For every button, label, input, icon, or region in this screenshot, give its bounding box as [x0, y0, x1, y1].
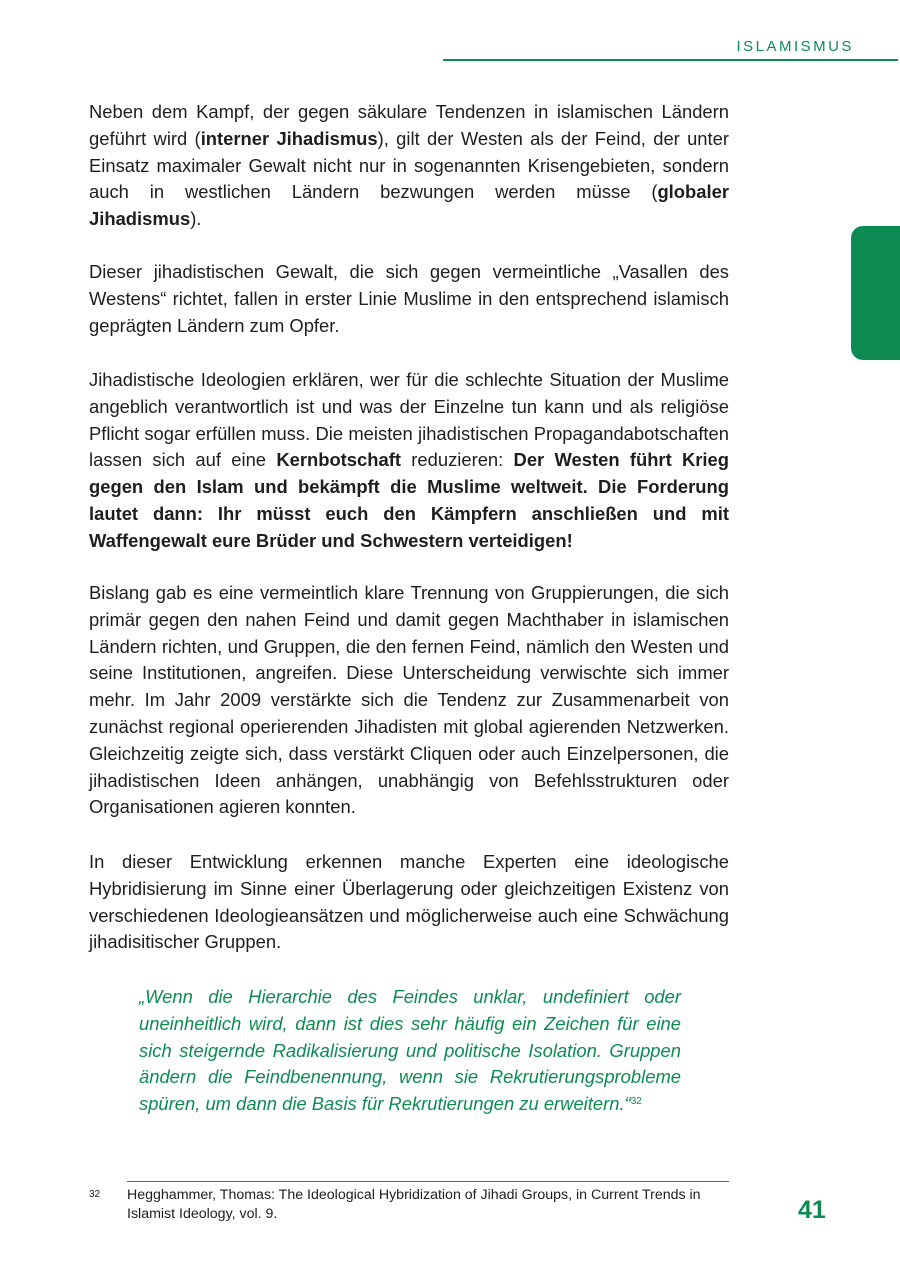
- footnote-rule: [127, 1181, 729, 1182]
- paragraph-1-bold-global-jihadism: globaler Jihadismus: [89, 181, 729, 230]
- section-label: ISLAMISMUS: [736, 38, 854, 55]
- paragraph-3-bold-statement: Der Westen führt Krieg gegen den Islam und bekämpft die Muslime weltweit. Die Forderung lautet dann: Ihr müsst euch den Kämpfern anschließen und mit Waffengewalt eure Brüder und Schwestern verteidigen!: [89, 449, 729, 551]
- paragraph-3-text-a: Jihadistische Ideologien erklären, wer für die schlechte Situation der Muslime angeblich verantwortlich ist und was der Einzelne tun kann und als religiöse Pflicht sogar erfüllen muss. Die meisten jihadistischen Propagandabotschaften lassen sich auf eine: [89, 369, 729, 471]
- paragraph-3: [89, 367, 729, 555]
- paragraph-1-text-c: ), gilt der Westen als der Feind, der unter Einsatz maximaler Gewalt nicht nur in sogenannten Krisengebieten, sondern auch in westlichen Ländern bezwungen werden müsse (: [89, 127, 729, 203]
- header-rule: [443, 59, 898, 61]
- paragraph-3-bold-core-message: Kernbotschaft: [276, 449, 401, 471]
- paragraph-2: Dieser jihadistischen Gewalt, die sich gegen vermeintliche „Vasallen des Westens“ richtet, fallen in erster Linie Muslime in den entsprechend islamisch geprägten Ländern zum Opfer.: [89, 261, 729, 336]
- quote-footnote-ref[interactable]: 32: [630, 1096, 642, 1108]
- page-number: 41: [798, 1196, 826, 1224]
- footnote-number: 32: [89, 1189, 101, 1200]
- paragraph-1: [89, 99, 729, 233]
- quote-text: „Wenn die Hierarchie des Feindes unklar, undefiniert oder uneinheitlich wird, dann ist dies sehr häufig ein Zeichen für eine sich steigernde Radikalisierung und politische Isolation. Gruppen ändern die Feindbenennung, wenn sie Rekrutierungsprobleme spüren, um dann die Basis für Rekrutierungen zu erweitern.“: [139, 986, 681, 1115]
- footnote-text: Hegghammer, Thomas: The Ideological Hybridization of Jihadi Groups, in Current Trends in Islamist Ideology, vol. 9.: [127, 1187, 701, 1222]
- chapter-side-tab: [851, 226, 900, 360]
- paragraph-1-bold-internal-jihadism: interner Jihadismus: [200, 127, 378, 149]
- block-quote: [139, 984, 681, 1118]
- paragraph-3-text-c: reduzieren:: [400, 449, 514, 471]
- paragraph-1-text-a: Neben dem Kampf, der gegen säkulare Tendenzen in islamischen Ländern geführt wird (: [89, 101, 729, 149]
- paragraph-5: In dieser Entwicklung erkennen manche Experten eine ideologische Hybridisierung im Sinne einer Überlagerung oder gleichzeitigen Existenz von verschiedenen Ideologieansätzen und möglicherweise auch eine Schwächung jihadisitischer Gruppen.: [89, 851, 729, 953]
- paragraph-4: Bislang gab es eine vermeintlich klare Trennung von Gruppierungen, die sich primär gegen den nahen Feind und damit gegen Machthaber in islamischen Ländern richten, und Gruppen, die den fernen Feind, nämlich den Westen und seine Institutionen, angreifen. Diese Unterscheidung verwischte sich immer mehr. Im Jahr 2009 verstärkte sich die Tendenz zur Zusammenarbeit von zunächst regional operierenden Jihadisten mit global agierenden Netzwerken. Gleichzeitig zeigte sich, dass verstärkt Cliquen oder auch Einzelpersonen, die jihadistischen Ideen anhängen, unabhängig von Befehlsstrukturen oder Organisationen agieren konnten.: [89, 582, 729, 818]
- paragraph-1-text-d: ).: [190, 208, 202, 230]
